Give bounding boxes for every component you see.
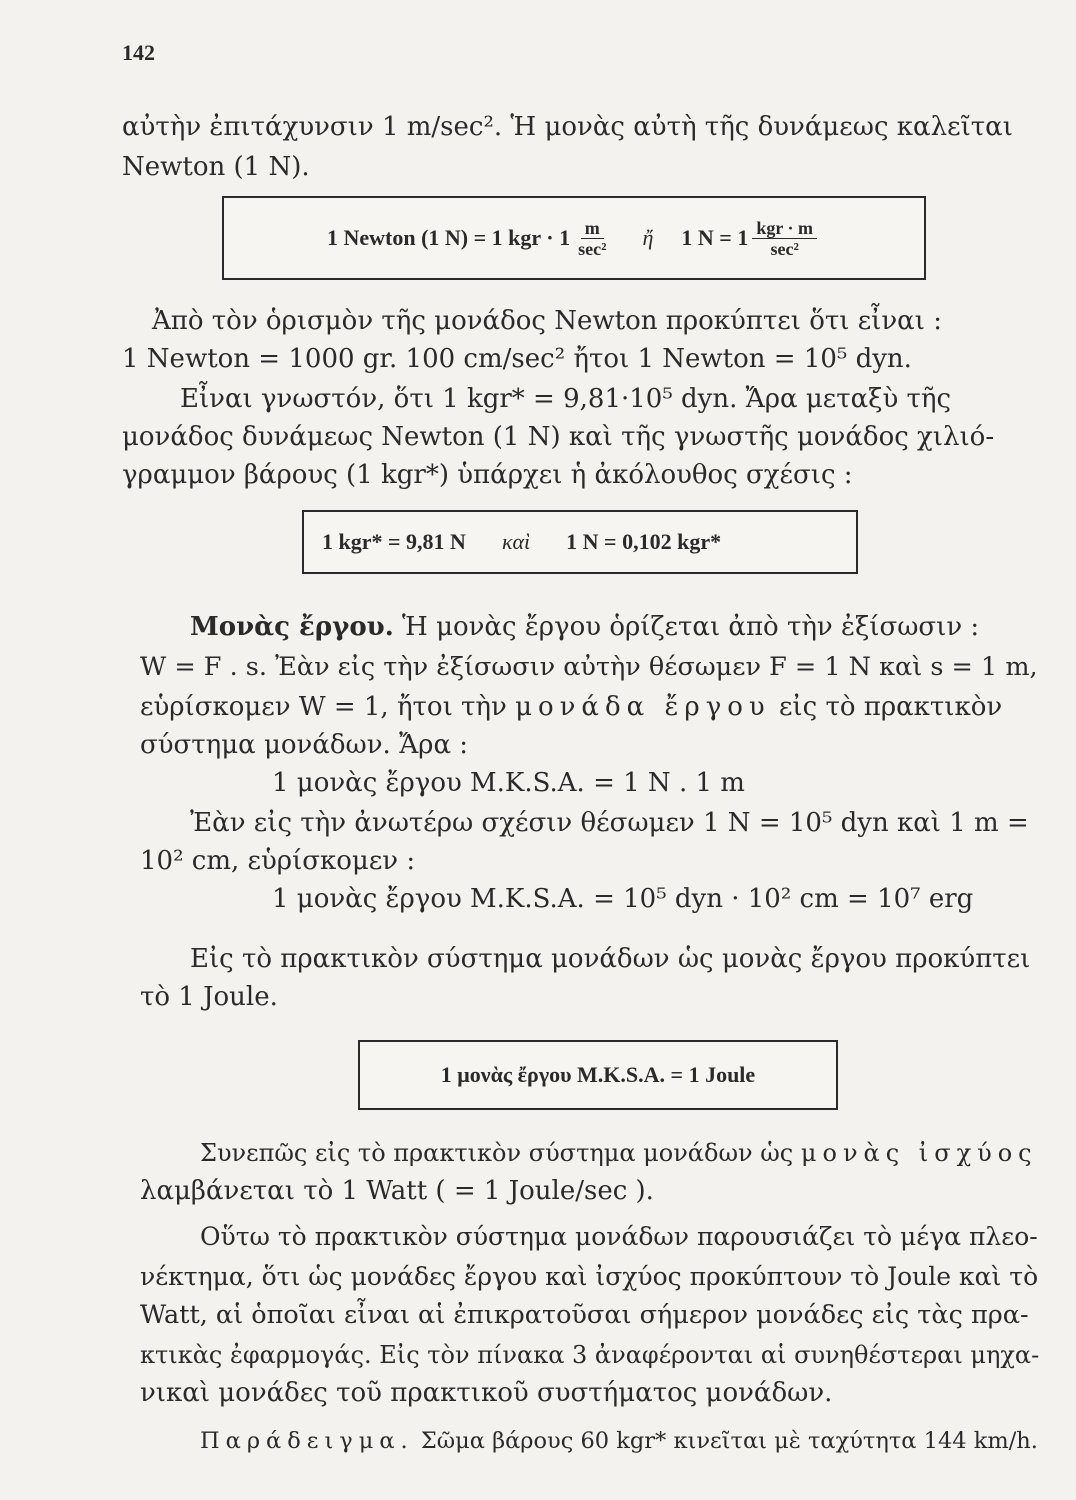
text-line-13: Ἐὰν εἰς τὴν ἀνωτέρω σχέσιν θέσωμεν 1 N = 10⁵ dyn καὶ 1 m =	[190, 808, 1029, 838]
text-line-10-c: εἰς τὸ πρακτικὸν	[778, 692, 1003, 722]
text-line-8	[190, 612, 979, 642]
fraction-m-per-sec2	[574, 218, 610, 259]
text-line-11: σύστημα μονάδων. Ἄρα :	[140, 730, 469, 760]
text-line-8-rest: Ἡ μονὰς ἔργου ὁρίζεται ἀπὸ τὴν ἐξίσωσιν :	[402, 612, 980, 642]
text-line-18	[200, 1138, 1038, 1168]
text-line-2: Newton (1 N).	[122, 152, 310, 182]
page-number: 142	[122, 40, 155, 65]
box1-lhs: 1 Newton (1 N) = 1 kgr · 1	[326, 225, 571, 250]
text-line-3: Ἀπὸ τὸν ὁρισμὸν τῆς μονάδος Newton προκύπτει ὅτι εἶναι :	[152, 306, 942, 336]
text-line-12: 1 μονὰς ἔργου M.K.S.A. = 1 N . 1 m	[272, 768, 745, 798]
example-label: Παράδειγμα.	[200, 1428, 414, 1454]
text-line-19: λαμβάνεται τὸ 1 Watt ( = 1 Joule/sec ).	[140, 1176, 654, 1206]
text-line-16: Εἰς τὸ πρακτικὸν σύστημα μονάδων ὡς μονὰς ἔργου προκύπτει	[190, 944, 1031, 974]
text-line-10-a: εὑρίσκομεν W = 1, ἤτοι τὴν	[140, 692, 507, 722]
text-line-1: αὐτὴν ἐπιτάχυνσιν 1 m/sec². Ἡ μονὰς αὐτὴ τῆς δυνάμεως καλεῖται	[122, 112, 1013, 142]
text-line-6: μονάδος δυνάμεως Newton (1 N) καὶ τῆς γνωστῆς μονάδος χιλιό-	[122, 422, 995, 452]
box2-and: καὶ	[501, 529, 531, 554]
fraction-kgr-m-per-sec2	[752, 218, 817, 259]
text-line-4: 1 Newton = 1000 gr. 100 cm/sec² ἤτοι 1 Newton = 10⁵ dyn.	[122, 344, 912, 374]
emphasis-power-unit: μονὰς ἰσχύος	[800, 1139, 1038, 1167]
box2-right: 1 N = 0,102 kgr*	[566, 529, 722, 554]
text-line-14: 10² cm, εὑρίσκομεν :	[140, 846, 416, 876]
text-line-20: Οὕτω τὸ πρακτικὸν σύστημα μονάδων παρουσιάζει τὸ μέγα πλεο-	[200, 1222, 1038, 1251]
formula-box-kgr-newton	[302, 510, 858, 574]
box1-rhs: 1 N = 1	[681, 225, 749, 250]
box3-text: 1 μονὰς ἔργου M.K.S.A. = 1 Joule	[440, 1062, 756, 1087]
text-line-18-a: Συνεπῶς εἰς τὸ πρακτικὸν σύστημα μονάδων ὡς	[200, 1139, 794, 1167]
text-line-24: νικαὶ μονάδες τοῦ πρακτικοῦ συστήματος μονάδων.	[140, 1378, 833, 1408]
fraction-denominator: sec²	[578, 238, 607, 259]
text-line-5: Εἶναι γνωστόν, ὅτι 1 kgr* = 9,81·10⁵ dyn. Ἄρα μεταξὺ τῆς	[180, 384, 952, 414]
text-line-17: τὸ 1 Joule.	[140, 982, 278, 1012]
fraction-numerator: m	[581, 218, 604, 239]
box1-or: ἤ	[642, 225, 654, 250]
text-line-25-b: Σῶμα βάρους 60 kgr* κινεῖται μὲ ταχύτητα 144 km/h.	[420, 1428, 1038, 1454]
text-line-21: νέκτημα, ὅτι ὡς μονάδες ἔργου καὶ ἰσχύος προκύπτουν τὸ Joule καὶ τὸ	[140, 1262, 1039, 1291]
box2-left: 1 kgr* = 9,81 N	[322, 529, 466, 554]
text-line-15: 1 μονὰς ἔργου M.K.S.A. = 10⁵ dyn · 10² cm = 10⁷ erg	[272, 884, 974, 914]
text-line-23: κτικὰς ἐφαρμογάς. Εἰς τὸν πίνακα 3 ἀναφέρονται αἱ συνηθέστεραι μηχα-	[140, 1341, 1040, 1369]
text-line-22: Watt, αἱ ὁποῖαι εἶναι αἱ ἐπικρατοῦσαι σήμερον μονάδες εἰς τὰς πρα-	[140, 1300, 1029, 1330]
fraction-denominator: sec²	[770, 238, 799, 259]
text-line-9: W = F . s. Ἐὰν εἰς τὴν ἐξίσωσιν αὐτὴν θέσωμεν F = 1 N καὶ s = 1 m,	[140, 652, 1038, 682]
text-line-25	[200, 1426, 1038, 1456]
text-line-10	[140, 692, 1002, 722]
formula-box-newton	[222, 196, 926, 280]
section-heading-work-unit: Μονὰς ἔργου.	[190, 612, 394, 642]
fraction-numerator: kgr · m	[752, 218, 817, 239]
emphasis-work-unit: μονάδα ἔργου	[515, 692, 771, 722]
text-line-7: γραμμον βάρους (1 kgr*) ὑπάρχει ἡ ἀκόλουθος σχέσις :	[122, 460, 853, 490]
formula-box-joule	[358, 1040, 838, 1110]
